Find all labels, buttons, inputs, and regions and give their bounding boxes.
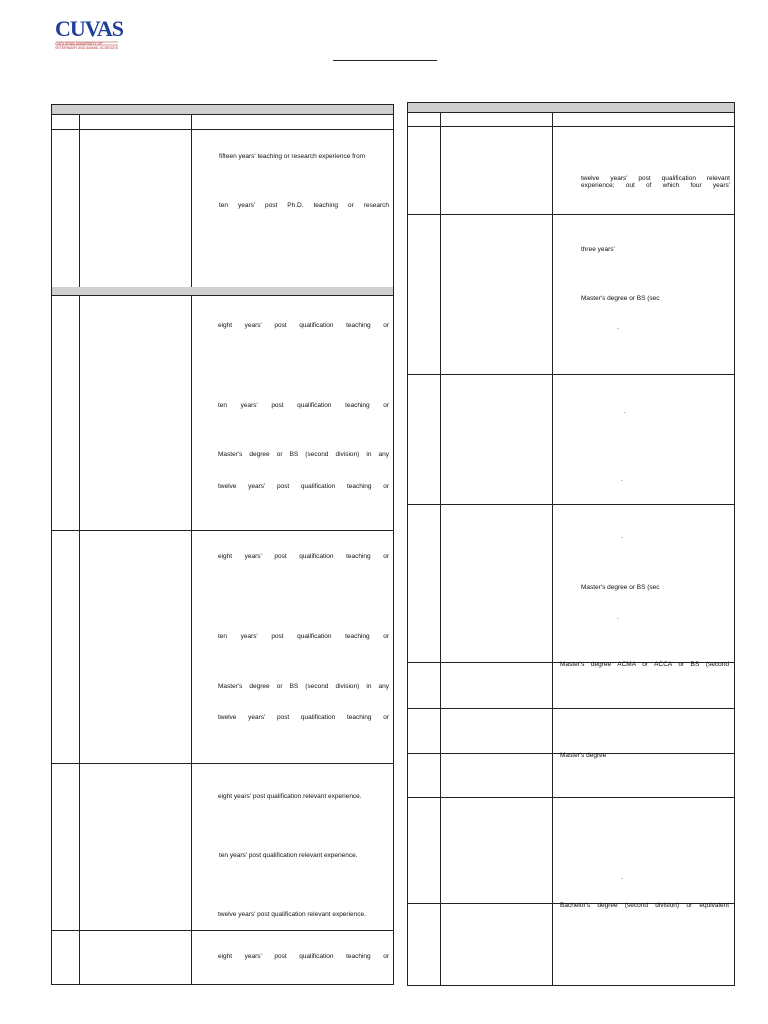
left-s1-line-1: fifteen years' teaching or research experience from [219,153,366,160]
left-section1-header [52,105,393,115]
left-r2-line-3: Master's degree or BS (second division) in any [218,683,389,690]
left-r3-line-3: twelve years' post qualification relevant experience. [218,911,366,918]
left-r2-line-1: eight years' post qualification teaching or [218,553,389,560]
left-r2-line-2: ten years' post qualification teaching or [218,633,389,640]
right-r4-dot-2: . [617,614,619,621]
title-underline [333,60,437,61]
right-r2-line-1: three years' [581,246,615,253]
right-r4-dot-1: . [621,533,623,540]
right-r1-line-1: twelve years' post qualification relevant [581,175,730,182]
left-section2-header [52,287,393,296]
right-r8-dot: . [621,874,623,881]
left-r2-line-4: twelve years' post qualification teaching or [218,714,389,721]
left-r1-line-2: ten years' post qualification teaching or [218,402,389,409]
right-r2-dot: . [617,324,619,331]
right-r5-line-1: Master's degree ACMA or ACCA or BS (second [560,661,729,668]
logo-text: CUVAS [55,16,123,41]
right-r1-line-2: experience; out of which four years' [581,182,730,189]
right-r2-line-2: Master's degree or BS (sec [581,295,660,302]
right-section-header [408,103,734,113]
left-r3-line-1: eight years' post qualification relevant experience. [218,793,362,800]
right-r3-dot-1: . [624,408,626,415]
right-r4-line-1: Master's degree or BS (sec [581,584,660,591]
left-r1-line-3: Master's degree or BS (second division) in any [218,451,389,458]
left-s1-line-2: ten years' post Ph.D. teaching or research [219,202,389,209]
left-r1-line-1: eight years' post qualification teaching or [218,322,389,329]
left-r4-line-1: eight years' post qualification teaching or [218,953,389,960]
right-table [407,102,735,986]
left-r1-line-4: twelve years' post qualification teaching or [218,483,389,490]
right-r9-line-1: Bachelor's degree (second division) or equivalent [560,902,729,909]
right-r3-dot-2: . [621,476,623,483]
right-r7-line-1: Master's degree [560,752,607,759]
left-r3-line-2: ten years' post qualification relevant experience. [219,852,358,859]
logo-subtitle: CHOLISTAN UNIVERSITY OF VETERINARY AND ANIMAL SCIENCES [55,42,118,50]
